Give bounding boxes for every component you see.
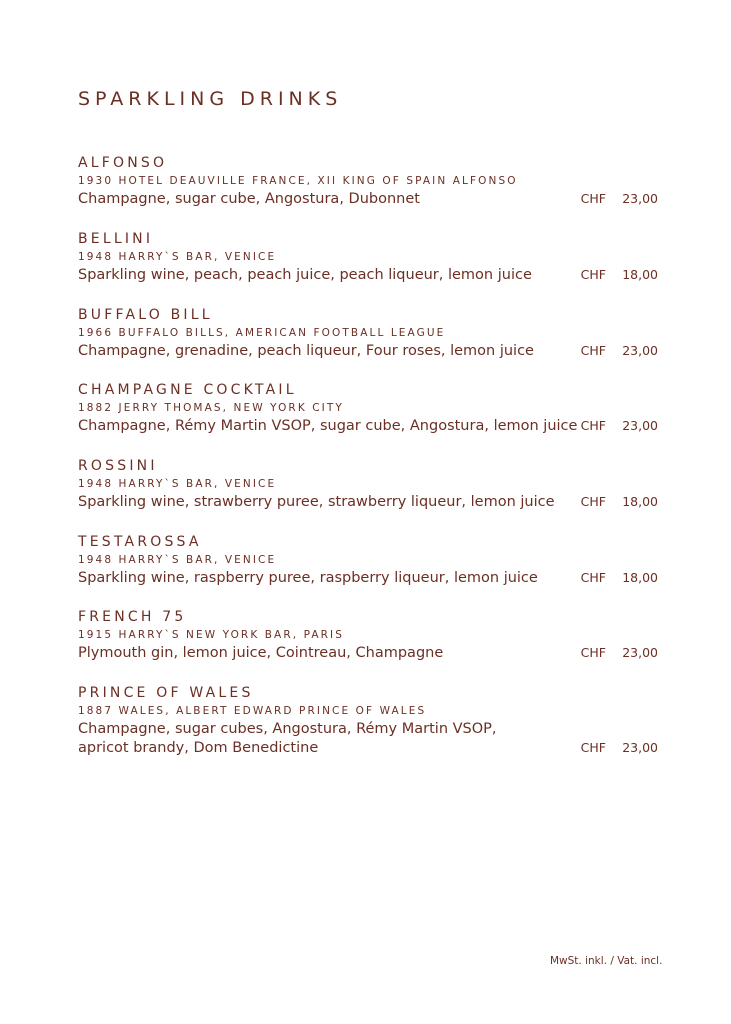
drink-price: 18,00 [622, 570, 658, 585]
menu-item-testarossa [78, 533, 668, 588]
drink-origin: 1948 HARRY`S BAR, VENICE [78, 478, 277, 490]
menu-item-buffalo-bill [78, 306, 668, 361]
drink-name: BUFFALO BILL [78, 307, 213, 323]
price-currency: CHF [580, 740, 606, 755]
menu-item-champagne-cocktail [78, 381, 668, 436]
price-currency: CHF [580, 645, 606, 660]
price-currency: CHF [580, 343, 606, 358]
drink-name: BELLINI [78, 231, 154, 247]
price-currency: CHF [580, 494, 606, 509]
price-currency: CHF [580, 191, 606, 206]
drink-name: PRINCE OF WALES [78, 685, 254, 701]
drink-origin: 1915 HARRY`S NEW YORK BAR, PARIS [78, 629, 345, 641]
drink-description: Champagne, grenadine, peach liqueur, Four roses, lemon juice [78, 343, 534, 359]
drink-price: 18,00 [622, 267, 658, 282]
drink-description: Plymouth gin, lemon juice, Cointreau, Champagne [78, 645, 444, 661]
price-currency: CHF [580, 570, 606, 585]
drink-name: ROSSINI [78, 458, 158, 474]
drink-price: 23,00 [622, 645, 658, 660]
page-title: SPARKLING DRINKS [78, 88, 343, 110]
vat-note: MwSt. inkl. / Vat. incl. [550, 955, 663, 967]
drink-name: TESTAROSSA [78, 534, 202, 550]
drink-description: Sparkling wine, peach, peach juice, peach liqueur, lemon juice [78, 267, 532, 283]
drink-name: ALFONSO [78, 155, 168, 171]
price-currency: CHF [580, 267, 606, 282]
drink-price: 23,00 [622, 418, 658, 433]
drink-description: Champagne, sugar cubes, Angostura, Rémy Martin VSOP, apricot brandy, Dom Benedictine [78, 721, 497, 756]
drink-description: Sparkling wine, strawberry puree, strawberry liqueur, lemon juice [78, 494, 555, 510]
drink-origin: 1887 WALES, ALBERT EDWARD PRINCE OF WALES [78, 705, 427, 717]
menu-item-rossini [78, 457, 668, 512]
drink-origin: 1882 JERRY THOMAS, NEW YORK CITY [78, 402, 344, 414]
menu-item-french-75 [78, 608, 668, 663]
drink-origin: 1948 HARRY`S BAR, VENICE [78, 251, 277, 263]
drink-origin: 1966 BUFFALO BILLS, AMERICAN FOOTBALL LEAGUE [78, 327, 446, 339]
drink-description: Champagne, Rémy Martin VSOP, sugar cube, Angostura, lemon juice [78, 418, 578, 434]
drink-origin: 1948 HARRY`S BAR, VENICE [78, 554, 277, 566]
drink-name: CHAMPAGNE COCKTAIL [78, 382, 297, 398]
price-currency: CHF [580, 418, 606, 433]
drink-origin: 1930 HOTEL DEAUVILLE FRANCE, XII KING OF SPAIN ALFONSO [78, 175, 518, 187]
menu-item-alfonso [78, 154, 668, 209]
drink-description: Champagne, sugar cube, Angostura, Dubonnet [78, 191, 420, 207]
drink-price: 23,00 [622, 191, 658, 206]
drink-name: FRENCH 75 [78, 609, 187, 625]
drink-price: 23,00 [622, 343, 658, 358]
menu-item-prince-of-wales [78, 684, 668, 758]
menu-item-bellini [78, 230, 668, 285]
drink-description: Sparkling wine, raspberry puree, raspberry liqueur, lemon juice [78, 570, 538, 586]
drink-price: 18,00 [622, 494, 658, 509]
drink-price: 23,00 [622, 740, 658, 755]
